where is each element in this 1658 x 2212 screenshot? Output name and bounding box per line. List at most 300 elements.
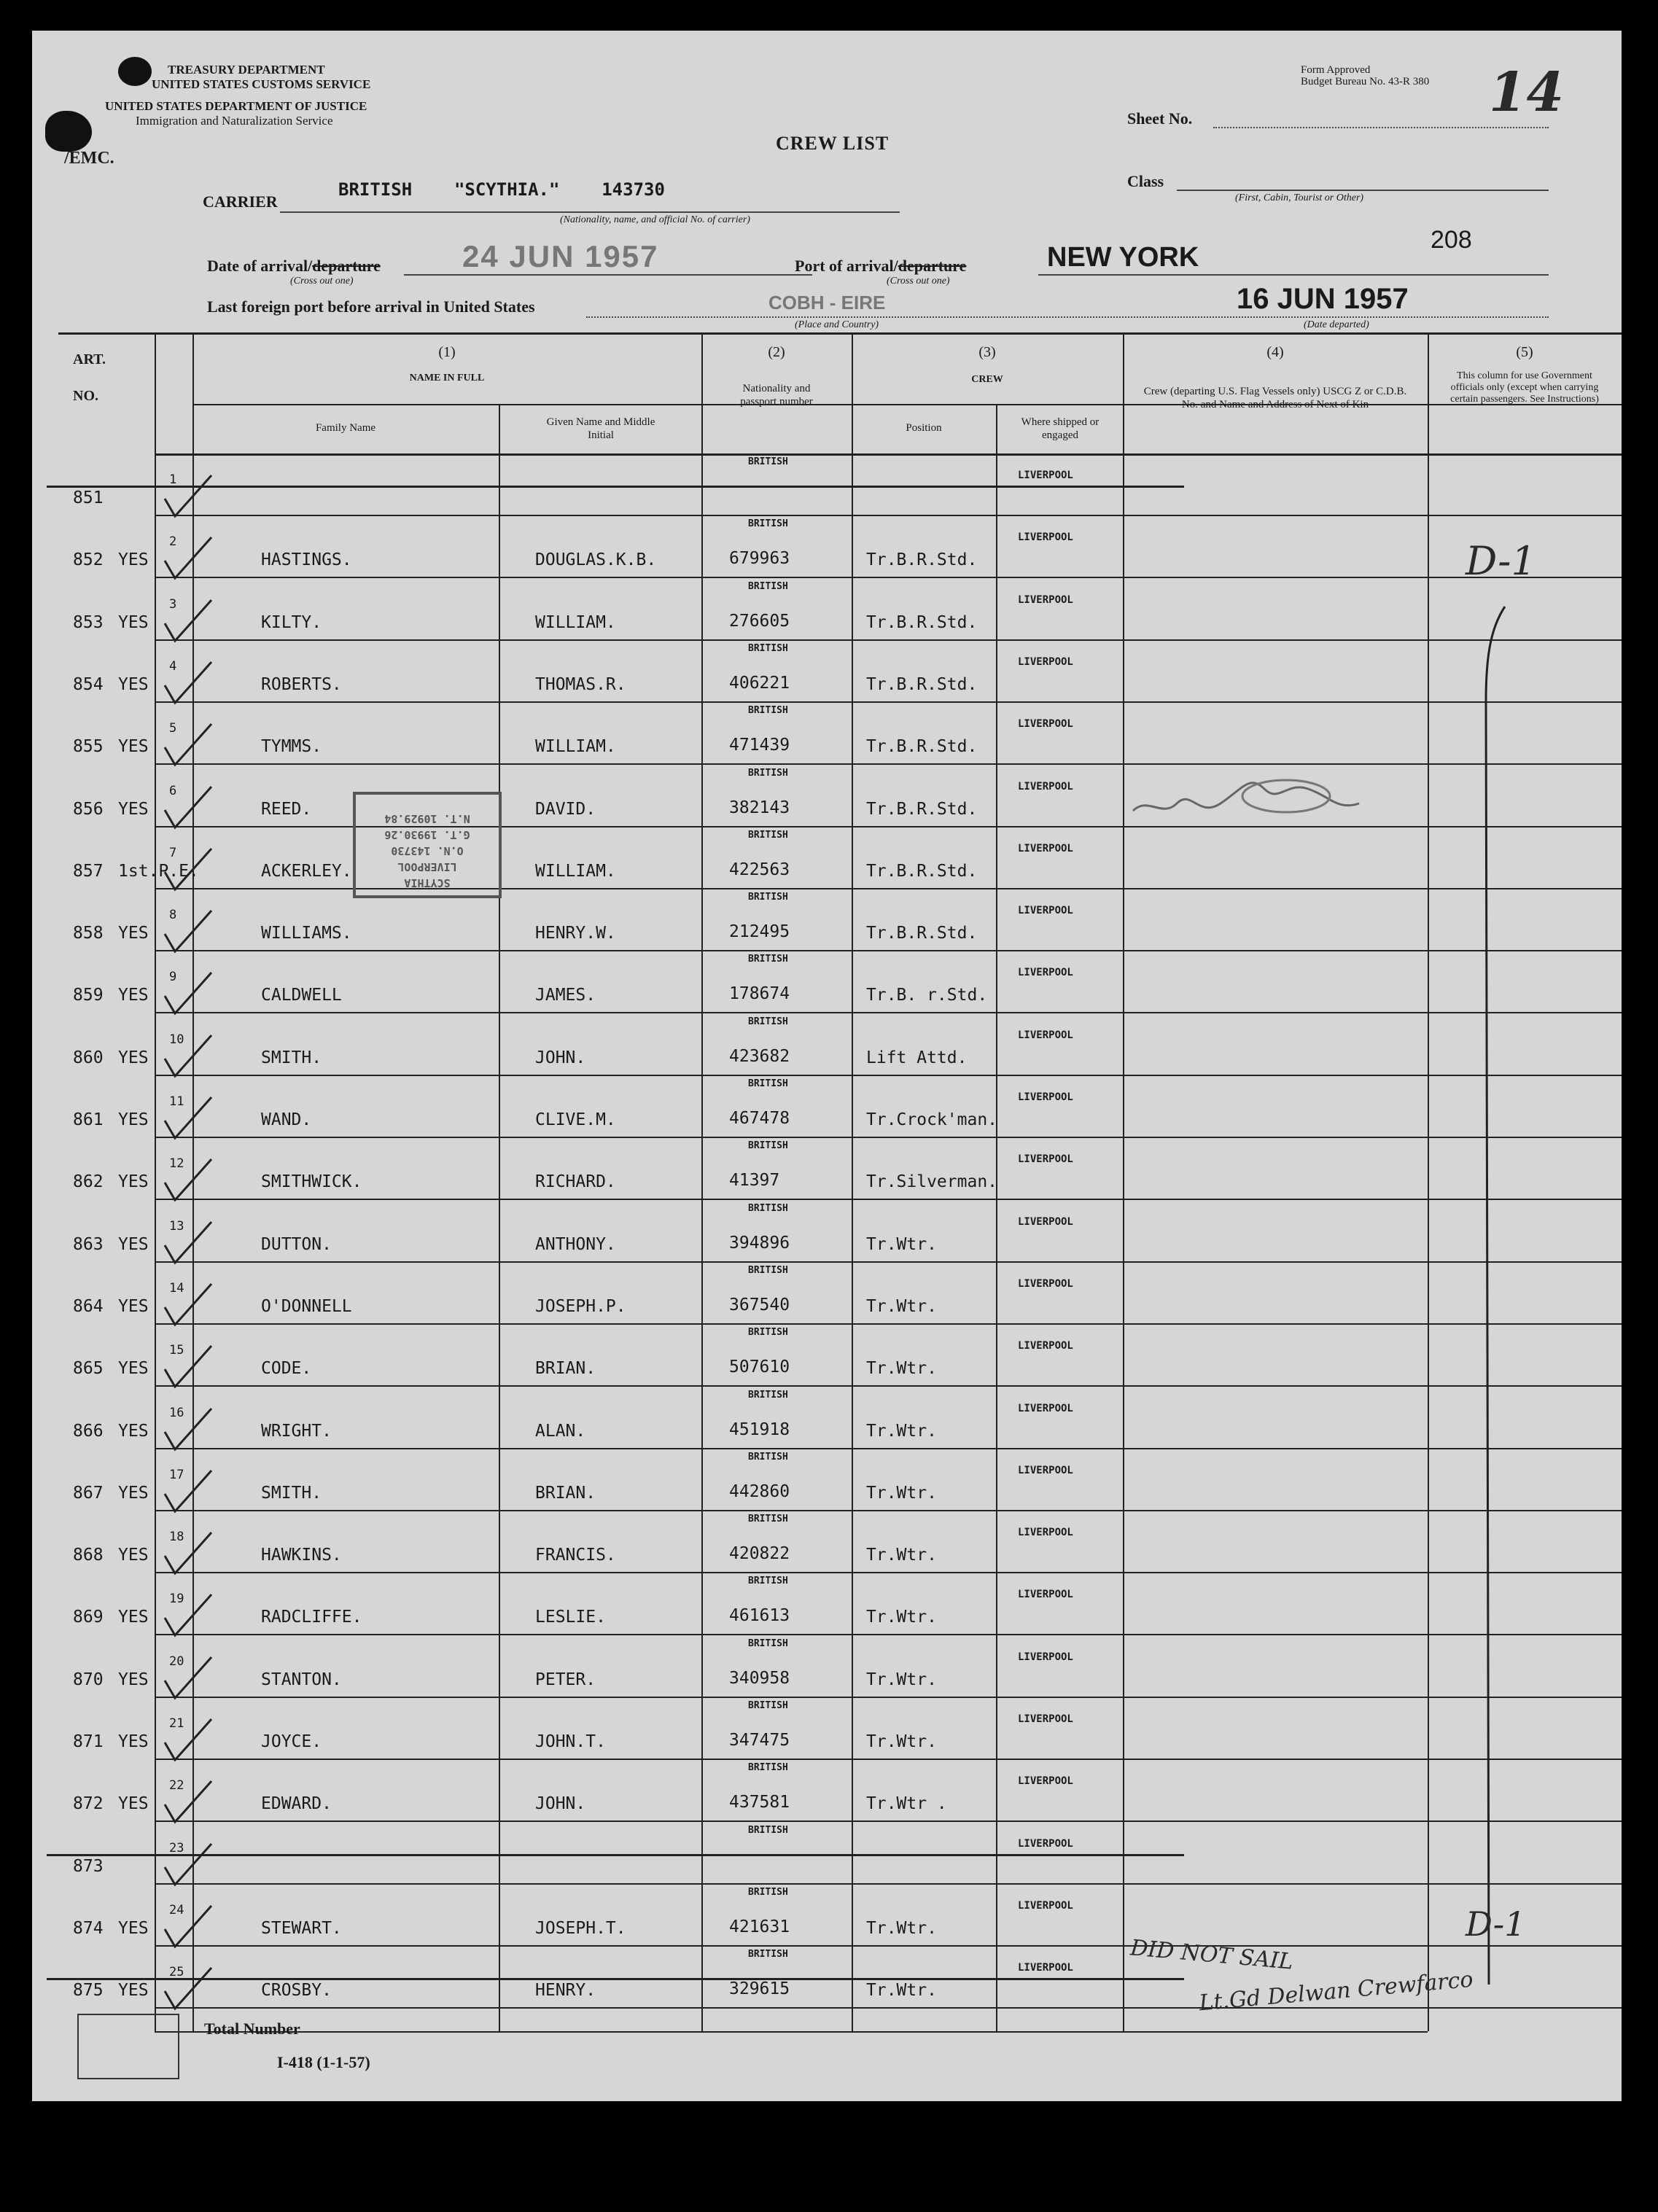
where-shipped: LIVERPOOL [1018,1527,1073,1538]
nationality: BRITISH [748,954,788,965]
art-number: 868 [73,1546,104,1565]
given-name: JOHN. [535,1794,586,1813]
clearance-status: YES [118,1235,149,1254]
last-port-value: COBH - EIRE [768,292,886,314]
given-name: DAVID. [535,800,596,819]
ship-stamp [353,792,502,898]
crew-row [32,1013,1622,1075]
art-number: 855 [73,737,104,756]
line-number: 11 [169,1094,184,1109]
nationality: BRITISH [748,768,788,779]
passport-number: 471439 [729,736,790,755]
kin-scribble [1118,767,1381,825]
strike-through-line [47,1978,1184,1980]
nationality: BRITISH [748,1016,788,1027]
agency-line-4: Immigration and Naturalization Service [136,114,333,128]
check-mark-icon [160,843,219,894]
clearance-status: YES [118,1359,149,1378]
clearance-status: YES [118,1422,149,1441]
nationality: BRITISH [748,1638,788,1649]
line-number: 9 [169,970,177,984]
crew-row [32,1387,1622,1449]
position: Tr.Wtr. [866,1919,937,1938]
crew-row [32,1262,1622,1324]
position: Tr.B.R.Std. [866,613,978,632]
clearance-status: YES [118,1794,149,1813]
agency-line-1: TREASURY DEPARTMENT [168,63,325,77]
nationality: BRITISH [748,581,788,592]
check-mark-icon [160,1091,219,1142]
crew-row [32,1697,1622,1759]
art-number: 853 [73,613,104,632]
position: Tr.Wtr. [866,1670,937,1689]
port-crossout-note: (Cross out one) [887,276,950,287]
clearance-status: YES [118,1172,149,1191]
crew-row [32,1200,1622,1262]
nationality: BRITISH [748,1452,788,1463]
crew-row [32,1573,1622,1635]
check-mark-icon [160,1713,219,1764]
nationality: BRITISH [748,1327,788,1338]
nationality: BRITISH [748,1514,788,1524]
crew-row [32,765,1622,827]
art-number: 865 [73,1359,104,1378]
given-name: WILLIAM. [535,613,616,632]
line-number: 19 [169,1592,184,1606]
given-name: JOHN. [535,1048,586,1067]
art-number: 861 [73,1110,104,1129]
where-shipped: LIVERPOOL [1018,1713,1073,1725]
clearance-status: YES [118,1546,149,1565]
port-label-struck: departure [898,257,967,275]
given-name: JAMES. [535,986,596,1005]
family-name: WRIGHT. [261,1422,332,1441]
art-number: 869 [73,1608,104,1627]
position: Tr.Wtr. [866,1422,937,1441]
where-shipped: LIVERPOOL [1018,781,1073,792]
clearance-status: YES [118,1048,149,1067]
given-name: HENRY.W. [535,924,616,943]
family-name: ACKERLEY. [261,862,352,881]
did-not-sail-note: DID NOT SAIL [1129,1935,1294,1975]
crew-row [32,1511,1622,1573]
agency-line-3: UNITED STATES DEPARTMENT OF JUSTICE [105,99,367,113]
check-mark-icon [160,656,219,707]
where-shipped: LIVERPOOL [1018,1340,1073,1352]
position: Tr.Wtr. [866,1608,937,1627]
crew-row [32,578,1622,640]
nationality: BRITISH [748,1762,788,1773]
crew-row [32,640,1622,702]
art-number: 860 [73,1048,104,1067]
arrival-date-struck: departure [312,257,381,275]
clearance-status: YES [118,1297,149,1316]
col-next-of-kin: Crew (departing U.S. Flag Vessels only) USCG Z or C.D.B. No. and Name and Address of Next of Kin [1143,386,1407,410]
art-number: 851 [73,488,104,507]
passport-number: 422563 [729,860,790,879]
crew-list-form [32,31,1622,2101]
col-name-in-full: NAME IN FULL [409,373,485,383]
position: Tr.B.R.Std. [866,550,978,569]
art-number: 871 [73,1732,104,1751]
family-name: HASTINGS. [261,550,352,569]
given-name: WILLIAM. [535,862,616,881]
family-name: HAWKINS. [261,1546,342,1565]
line-number: 7 [169,846,177,860]
col-family-name: Family Name [315,422,376,434]
position: Tr.Wtr. [866,1235,937,1254]
line-number: 4 [169,659,177,674]
line-number: 17 [169,1468,184,1482]
check-mark-icon [160,1838,219,1889]
where-shipped: LIVERPOOL [1018,470,1073,481]
line-number: 6 [169,784,177,798]
line-number: 8 [169,908,177,922]
carrier-note: (Nationality, name, and official No. of carrier) [560,214,750,225]
art-number: 857 [73,862,104,881]
check-mark-icon [160,1900,219,1951]
passport-number: 41397 [729,1171,780,1190]
col-where-shipped: Where shipped or engaged [1021,416,1100,441]
stamp-line-4: G.T. 19930.26 [384,828,470,841]
passport-number: 406221 [729,674,790,693]
position: Tr.B.R.Std. [866,862,978,881]
nationality: BRITISH [748,830,788,841]
family-name: WAND. [261,1110,312,1129]
clearance-status: YES [118,1981,149,2000]
clearance-status: YES [118,1919,149,1938]
art-number: 852 [73,550,104,569]
line-number: 20 [169,1654,184,1669]
clearance-status: 1st.P.E. [118,862,199,881]
art-number: 856 [73,800,104,819]
clearance-status: YES [118,613,149,632]
strike-through-line [47,1854,1184,1856]
col5-pen-line [1476,599,1519,2028]
carrier-label: CARRIER [203,192,278,211]
given-name: THOMAS.R. [535,675,626,694]
nationality: BRITISH [748,1700,788,1711]
position: Tr.Crock'man. [866,1110,998,1129]
clearance-status: YES [118,924,149,943]
date-departed-value: 16 JUN 1957 [1237,283,1409,315]
art-number: 867 [73,1484,104,1503]
nationality: BRITISH [748,892,788,903]
form-number: I-418 (1-1-57) [277,2053,370,2071]
family-name: REED. [261,800,312,819]
line-number: 21 [169,1716,184,1731]
given-name: BRIAN. [535,1484,596,1503]
clearance-status: YES [118,675,149,694]
check-mark-icon [160,1527,219,1578]
nationality: BRITISH [748,1949,788,1960]
position: Tr.Wtr. [866,1546,937,1565]
passport-number: 421631 [729,1917,790,1936]
total-number-label: Total Number [204,2020,300,2038]
nationality: BRITISH [748,1265,788,1276]
check-mark-icon [160,1465,219,1516]
art-number: 858 [73,924,104,943]
nationality: BRITISH [748,456,788,467]
position: Tr.B.R.Std. [866,675,978,694]
check-mark-icon [160,1278,219,1329]
col-no-header: NO. [73,388,98,404]
crew-row [32,1075,1622,1137]
family-name: WILLIAMS. [261,924,352,943]
row-rule [155,2007,1622,2009]
nationality: BRITISH [748,643,788,654]
class-note: (First, Cabin, Tourist or Other) [1235,192,1364,203]
art-number: 874 [73,1919,104,1938]
form-title: CREW LIST [776,133,890,154]
nationality: BRITISH [748,705,788,716]
family-name: STEWART. [261,1919,342,1938]
sheet-number: 14 [1489,61,1564,124]
passport-number: 451918 [729,1420,790,1439]
art-number: 862 [73,1172,104,1191]
given-name: ALAN. [535,1422,586,1441]
check-mark-icon [160,1153,219,1204]
d1-top: D-1 [1466,538,1536,584]
given-name: FRANCIS. [535,1546,616,1565]
family-name: SMITH. [261,1484,322,1503]
given-name: PETER. [535,1670,596,1689]
family-name: EDWARD. [261,1794,332,1813]
clearance-status: YES [118,1608,149,1627]
family-name: CALDWELL [261,986,342,1005]
carrier-value: BRITISH "SCYTHIA." 143730 [338,179,665,200]
family-name: ROBERTS. [261,675,342,694]
col-5-number: (5) [1516,344,1533,360]
line-number: 5 [169,721,177,736]
crew-row [32,1324,1622,1386]
given-name: RICHARD. [535,1172,616,1191]
where-shipped: LIVERPOOL [1018,843,1073,854]
passport-number: 382143 [729,798,790,817]
passport-number: 329615 [729,1979,790,1998]
arrival-date-text: Date of arrival/ [207,257,313,275]
col-1-number: (1) [438,344,456,360]
emc-mark: /EMC. [64,149,114,168]
col-crew: CREW [971,374,1003,385]
arrival-date-value: 24 JUN 1957 [462,239,659,273]
last-port-label: Last foreign port before arrival in United States [207,297,535,316]
col-gov-use: This column for use Government officials only (except when carrying certain passengers. See Instructions) [1450,370,1599,405]
where-shipped: LIVERPOOL [1018,1403,1073,1414]
check-mark-icon [160,781,219,832]
check-mark-icon [160,1340,219,1391]
line-number: 23 [169,1841,184,1855]
line-number: 2 [169,534,177,549]
crew-row [32,1635,1622,1697]
where-shipped: LIVERPOOL [1018,594,1073,606]
check-mark-icon [160,594,219,645]
passport-number: 423682 [729,1047,790,1066]
passport-number: 340958 [729,1669,790,1688]
given-name: JOHN.T. [535,1732,606,1751]
passport-number: 437581 [729,1793,790,1812]
where-shipped: LIVERPOOL [1018,1216,1073,1228]
crew-row [32,827,1622,889]
total-number-box [77,2014,179,2079]
where-shipped: LIVERPOOL [1018,1900,1073,1912]
clearance-status: YES [118,986,149,1005]
col-3-number: (3) [978,344,996,360]
family-name: KILTY. [261,613,322,632]
crew-row [32,515,1622,577]
passport-number: 212495 [729,922,790,941]
art-number: 859 [73,986,104,1005]
given-name: JOSEPH.T. [535,1919,626,1938]
stamp-line-1: SCYTHIA [404,876,451,889]
position: Tr.B. r.Std. [866,986,988,1005]
family-name: CODE. [261,1359,312,1378]
place-note: (Place and Country) [795,319,879,330]
check-mark-icon [160,1589,219,1640]
check-mark-icon [160,905,219,956]
given-name: DOUGLAS.K.B. [535,550,657,569]
crew-rows [32,31,1622,2101]
passport-number: 467478 [729,1109,790,1128]
col-4-number: (4) [1266,344,1284,360]
check-mark-icon [160,718,219,769]
passport-number: 178674 [729,984,790,1003]
check-mark-icon [160,1029,219,1080]
line-number: 15 [169,1343,184,1358]
crew-row [32,1822,1622,1884]
stamp-line-5: N.T. 10929.84 [384,812,470,825]
nationality: BRITISH [748,1887,788,1898]
nationality: BRITISH [748,1576,788,1586]
col-nationality: Nationality and passport number [740,383,813,408]
where-shipped: LIVERPOOL [1018,656,1073,668]
line-number: 13 [169,1219,184,1234]
clearance-status: YES [118,800,149,819]
passport-number: 420822 [729,1544,790,1563]
line-number: 25 [169,1965,184,1979]
passport-number: 442860 [729,1482,790,1501]
position: Tr.Wtr. [866,1484,937,1503]
clearance-status: YES [118,1670,149,1689]
crew-row [32,1137,1622,1199]
check-mark-icon [160,470,219,521]
passport-number: 276605 [729,612,790,631]
check-mark-icon [160,967,219,1018]
given-name: HENRY. [535,1981,596,2000]
position: Lift Attd. [866,1048,968,1067]
check-mark-icon [160,531,219,583]
passport-number: 367540 [729,1296,790,1315]
art-number: 872 [73,1794,104,1813]
arrival-crossout-note: (Cross out one) [290,276,354,287]
given-name: WILLIAM. [535,737,616,756]
sheet-label: Sheet No. [1127,109,1193,128]
form-approved: Form Approved [1301,64,1371,76]
nationality: BRITISH [748,1390,788,1401]
position: Tr.Wtr. [866,1359,937,1378]
given-name: BRIAN. [535,1359,596,1378]
crew-row [32,951,1622,1013]
where-shipped: LIVERPOOL [1018,1838,1073,1850]
art-number: 870 [73,1670,104,1689]
passport-number: 507610 [729,1358,790,1376]
position: Tr.Wtr. [866,1732,937,1751]
port-label-text: Port of arrival/ [795,257,898,275]
clearance-status: YES [118,1732,149,1751]
line-number: 24 [169,1903,184,1917]
where-shipped: LIVERPOOL [1018,905,1073,916]
line-number: 18 [169,1530,184,1544]
family-name: STANTON. [261,1670,342,1689]
nationality: BRITISH [748,1078,788,1089]
check-mark-icon [160,1962,219,2013]
position: Tr.B.R.Std. [866,800,978,819]
position: Tr.B.R.Std. [866,924,978,943]
art-number: 873 [73,1857,104,1876]
passport-number: 461613 [729,1606,790,1625]
line-number: 10 [169,1032,184,1047]
line-number: 16 [169,1406,184,1420]
passport-number: 679963 [729,549,790,568]
where-shipped: LIVERPOOL [1018,1091,1073,1103]
crew-row [32,889,1622,951]
where-shipped: LIVERPOOL [1018,531,1073,543]
position: Tr.Silverman. [866,1172,998,1191]
art-number: 854 [73,675,104,694]
crew-row [32,453,1622,515]
check-mark-icon [160,1775,219,1826]
passport-number: 347475 [729,1731,790,1750]
clearance-status: YES [118,550,149,569]
where-shipped: LIVERPOOL [1018,1589,1073,1600]
position: Tr.B.R.Std. [866,737,978,756]
line-number: 12 [169,1156,184,1171]
given-name: JOSEPH.P. [535,1297,626,1316]
nationality: BRITISH [748,1203,788,1214]
check-mark-icon [160,1651,219,1702]
nationality: BRITISH [748,1825,788,1836]
col-given-name: Given Name and Middle Initial [546,416,655,441]
line-number: 1 [169,472,177,487]
port-value: NEW YORK [1047,242,1199,273]
family-name: TYMMS. [261,737,322,756]
check-mark-icon [160,1403,219,1454]
where-shipped: LIVERPOOL [1018,1278,1073,1290]
check-mark-icon [160,1216,219,1267]
clearance-status: YES [118,737,149,756]
art-number: 864 [73,1297,104,1316]
where-shipped: LIVERPOOL [1018,1153,1073,1165]
clearance-status: YES [118,1110,149,1129]
art-number: 866 [73,1422,104,1441]
nationality: BRITISH [748,1140,788,1151]
crew-row [32,1884,1622,1946]
family-name: DUTTON. [261,1235,332,1254]
agency-line-2: UNITED STATES CUSTOMS SERVICE [152,77,371,91]
family-name: CROSBY. [261,1981,332,2000]
date-departed-note: (Date departed) [1304,319,1369,330]
crew-row [32,1759,1622,1821]
d1-bottom: D-1 [1466,1904,1526,1944]
family-name: SMITH. [261,1048,322,1067]
family-name: JOYCE. [261,1732,322,1751]
art-number: 875 [73,1981,104,2000]
where-shipped: LIVERPOOL [1018,1962,1073,1974]
crew-row [32,702,1622,764]
col-position: Position [906,422,942,434]
where-shipped: LIVERPOOL [1018,967,1073,978]
family-name: SMITHWICK. [261,1172,362,1191]
